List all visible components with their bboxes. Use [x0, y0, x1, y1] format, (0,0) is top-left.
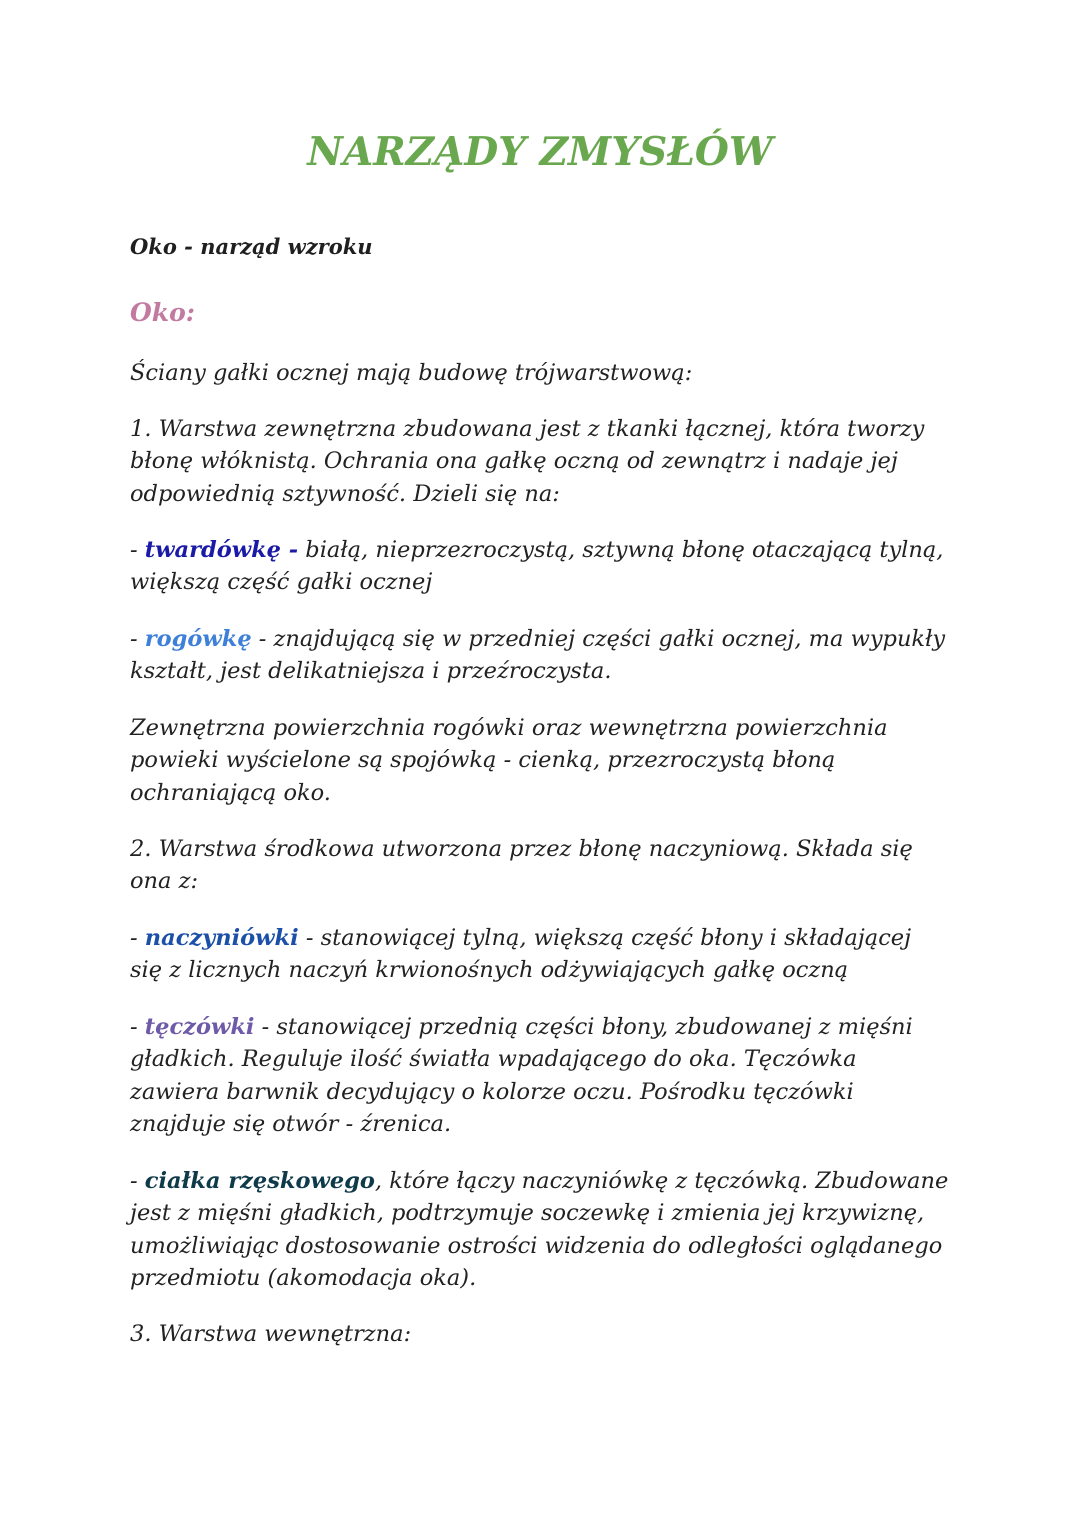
- naczyniowka-description: - stanowiącej tylną, większą część błony i składającej się z licznych naczyń krwionośnych odżywiających gałkę oczną: [130, 925, 912, 984]
- rogowka-paragraph: [130, 623, 950, 688]
- twardowka-description: białą, nieprzezroczystą, sztywną błonę otaczającą tylną, większą część gałki ocznej: [130, 537, 944, 596]
- teczowka-prefix: -: [130, 1014, 145, 1040]
- twardowka-paragraph: [130, 534, 950, 599]
- twardowka-prefix: -: [130, 537, 145, 563]
- naczyniowka-term: naczyniówki: [144, 925, 299, 951]
- twardowka-term: twardówkę -: [144, 537, 299, 563]
- rogowka-description: - znajdującą się w przedniej części gałki ocznej, ma wypukły kształt, jest delikatniejsza i przeźroczysta.: [130, 626, 946, 685]
- spojowka-paragraph: Zewnętrzna powierzchnia rogówki oraz wewnętrzna powierzchnia powieki wyścielone są spojówką - cienką, przezroczystą błoną ochraniającą oko.: [130, 715, 888, 806]
- naczyniowka-paragraph: [130, 922, 950, 987]
- layer3-paragraph: 3. Warstwa wewnętrzna:: [130, 1321, 412, 1347]
- page-title: NARZĄDY ZMYSŁÓW: [307, 129, 773, 175]
- layer1-paragraph: 1. Warstwa zewnętrzna zbudowana jest z tkanki łącznej, która tworzy błonę włóknistą. Ochrania ona gałkę oczną od zewnątrz i nadaje jej odpowiednią sztywność. Dzieli się na:: [130, 416, 925, 507]
- cialko-prefix: -: [130, 1168, 145, 1194]
- section-label: Oko:: [130, 298, 196, 327]
- cialko-description: , które łączy naczyniówkę z tęczówką. Zbudowane jest z mięśni gładkich, podtrzymuje soczewkę i zmienia jej krzywiznę, umożliwiając dostosowanie ostrości widzenia do odległości oglądanego przedmiotu (akomodacja oka).: [130, 1168, 949, 1291]
- teczowka-description: - stanowiącej przednią części błony, zbudowanej z mięśni gładkich. Reguluje ilość światła wpadającego do oka. Tęczówka zawiera barwnik decydujący o kolorze oczu. Pośrodku tęczówki znajduje się otwór - źrenica.: [130, 1014, 913, 1137]
- teczowka-term: tęczówki: [144, 1014, 255, 1040]
- layer2-paragraph: 2. Warstwa środkowa utworzona przez błonę naczyniową. Składa się ona z:: [130, 836, 913, 895]
- rogowka-term: rogówkę: [144, 626, 252, 652]
- intro-paragraph: Ściany gałki ocznej mają budowę trójwarstwową:: [130, 360, 693, 386]
- teczowka-paragraph: [130, 1011, 950, 1140]
- subtitle: Oko - narząd wzroku: [130, 234, 373, 259]
- cialko-term: ciałka rzęskowego: [144, 1168, 375, 1194]
- rogowka-prefix: -: [130, 626, 145, 652]
- cialko-paragraph: [130, 1165, 950, 1294]
- naczyniowka-prefix: -: [130, 925, 145, 951]
